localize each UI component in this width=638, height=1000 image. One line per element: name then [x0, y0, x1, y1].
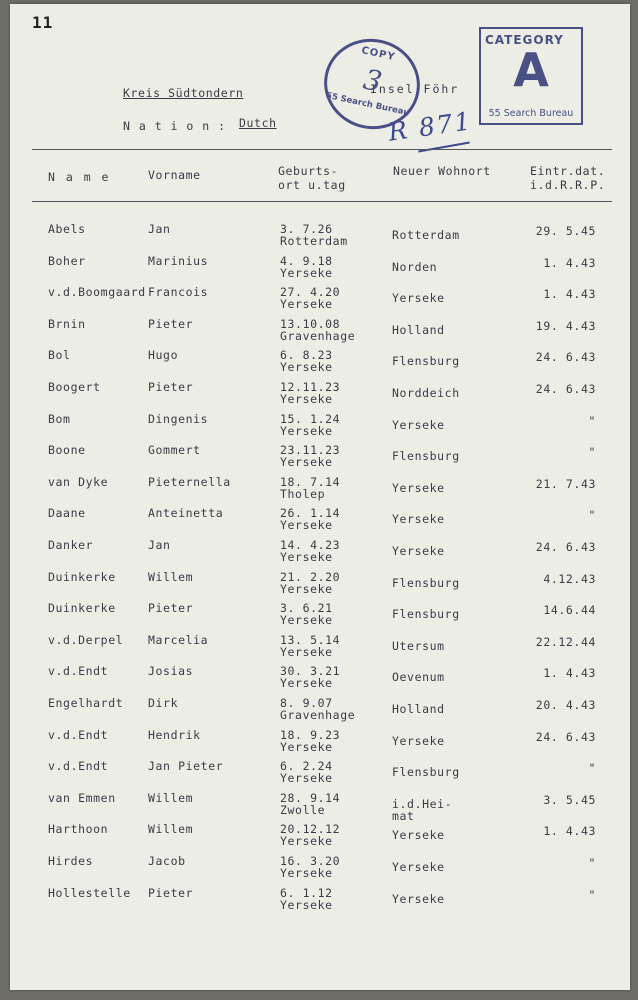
col-header-name: N a m e: [48, 170, 111, 184]
cell-vorname: Willem: [148, 822, 194, 837]
cell-birth-place: Rotterdam: [280, 234, 348, 248]
cell-vorname: Pieternella: [148, 474, 231, 489]
cell-name: v.d.Endt: [48, 664, 109, 679]
cell-new-residence: Yerseke: [392, 480, 445, 495]
cell-vorname: Jan: [148, 222, 171, 236]
cell-vorname: Marcelia: [148, 632, 209, 647]
table-row: [10, 506, 630, 538]
cell-name: Boone: [48, 443, 86, 458]
cell-new-residence: Flensburg: [392, 607, 460, 622]
table-row: [10, 791, 630, 823]
cell-new-residence: Flensburg: [392, 765, 460, 780]
cell-birth-date: 27. 4.20: [280, 285, 341, 300]
cell-vorname: Hugo: [148, 348, 179, 363]
cell-birth-date: 20.12.12: [280, 822, 341, 837]
cell-vorname: Jacob: [148, 854, 186, 868]
cell-vorname: Josias: [148, 664, 194, 679]
cell-birth-date: 30. 3.21: [280, 664, 341, 679]
cell-name: van Dyke: [48, 474, 109, 489]
cell-name: v.d.Endt: [48, 727, 109, 742]
cell-name: van Emmen: [48, 790, 116, 805]
cell-entry-date: 14.6.44: [543, 603, 596, 618]
cell-birth-place: Yerseke: [280, 423, 333, 438]
table-row: [10, 822, 630, 854]
cell-vorname: Pieter: [148, 316, 194, 331]
cell-birth-place: Yerseke: [280, 644, 333, 659]
cell-name: Brnin: [48, 316, 86, 331]
col-header-vorname: Vorname: [148, 168, 201, 182]
cell-entry-date: 24. 6.43: [535, 540, 596, 554]
table-row: [10, 854, 630, 886]
cell-birth-place: Yerseke: [280, 581, 333, 596]
cell-new-residence: Yerseke: [392, 417, 445, 432]
cell-entry-date: 24. 6.43: [535, 729, 596, 744]
cell-birth-date: 8. 9.07: [280, 696, 333, 710]
cell-new-residence: Yerseke: [392, 733, 445, 748]
cell-entry-date: 1. 4.43: [543, 666, 596, 681]
nation-value: Dutch: [239, 116, 277, 130]
cell-entry-date: ": [588, 856, 596, 870]
cell-entry-date: 20. 4.43: [535, 698, 596, 712]
cell-vorname: Anteinetta: [148, 506, 224, 521]
table-row: [10, 759, 630, 791]
cell-birth-date: 6. 2.24: [280, 759, 333, 774]
category-letter: A: [513, 43, 549, 97]
cell-vorname: Dingenis: [148, 411, 209, 426]
cell-entry-date: ": [588, 445, 596, 460]
cell-new-residence: Flensburg: [392, 449, 460, 464]
cell-new-residence: Flensburg: [392, 354, 460, 369]
cell-birth-place: Yerseke: [280, 613, 333, 628]
cell-entry-date: 29. 5.45: [535, 224, 596, 238]
cell-entry-date: 24. 6.43: [535, 382, 596, 396]
cell-entry-date: 3. 5.45: [543, 792, 596, 807]
table-row: [10, 886, 630, 918]
cell-birth-place: Yerseke: [280, 771, 333, 786]
table-row: [10, 443, 630, 475]
cell-vorname: Jan Pieter: [148, 759, 224, 774]
cell-new-residence: Yerseke: [392, 891, 445, 906]
cell-birth-date: 12.11.23: [280, 380, 341, 394]
table-row: [10, 696, 630, 728]
cell-new-residence: Yerseke: [392, 291, 445, 306]
cell-vorname: Pieter: [148, 380, 194, 394]
cell-birth-place: Yerseke: [280, 360, 333, 375]
handwritten-underline: [418, 142, 470, 153]
cell-birth-place: Gravenhage: [280, 328, 356, 343]
cell-new-residence: Norddeich: [392, 386, 460, 400]
table-row: [10, 633, 630, 665]
cell-birth-date: 6. 1.12: [280, 885, 333, 900]
cell-entry-date: ": [588, 887, 596, 902]
copy-stamp-number: 3: [360, 62, 385, 99]
cell-entry-date: 22.12.44: [535, 634, 596, 649]
corner-mark: 11: [32, 13, 54, 32]
cell-birth-place: Yerseke: [280, 550, 333, 564]
cell-birth-date: 14. 4.23: [280, 538, 341, 552]
cell-entry-date: 1. 4.43: [543, 287, 596, 302]
cell-birth-place: Tholep: [280, 486, 326, 501]
table-row: [10, 254, 630, 286]
table-row: [10, 538, 630, 570]
cell-name: Duinkerke: [48, 569, 116, 584]
cell-new-residence: Rotterdam: [392, 228, 460, 242]
cell-birth-place: Yerseke: [280, 455, 333, 470]
cell-name: v.d.Endt: [48, 759, 109, 774]
handwritten-reference: R 871: [386, 106, 475, 147]
cell-new-residence: Yerseke: [392, 860, 445, 874]
category-stamp-bureau: 55 Search Bureau: [488, 108, 574, 119]
cell-vorname: Willem: [148, 569, 194, 584]
cell-new-residence: Yerseke: [392, 512, 445, 527]
cell-vorname: Pieter: [148, 601, 194, 616]
cell-birth-date: 3. 7.26: [280, 222, 333, 236]
table-row: [10, 570, 630, 602]
cell-birth-place: Yerseke: [280, 866, 333, 880]
cell-new-residence: Oevenum: [392, 670, 445, 685]
cell-birth-place: Yerseke: [280, 676, 333, 691]
cell-name: Bol: [48, 348, 71, 363]
cell-entry-date: 21. 7.43: [535, 476, 596, 491]
cell-birth-date: 26. 1.14: [280, 506, 341, 521]
cell-new-residence: i.d.Hei-: [392, 796, 453, 811]
cell-entry-date: ": [588, 413, 596, 428]
cell-new-residence: Yerseke: [392, 828, 445, 843]
cell-entry-date: 24. 6.43: [535, 350, 596, 365]
cell-birth-date: 16. 3.20: [280, 854, 341, 868]
cell-name: Abels: [48, 222, 86, 236]
cell-vorname: Gommert: [148, 443, 201, 458]
cell-name: Daane: [48, 506, 86, 521]
cell-new-residence-cont: mat: [392, 808, 415, 823]
cell-vorname: Francois: [148, 285, 209, 300]
nation-label: N a t i o n :: [123, 119, 227, 133]
cell-birth-date: 28. 9.14: [280, 790, 341, 805]
table-row: [10, 380, 630, 412]
document-page: [10, 4, 630, 990]
cell-birth-date: 13.10.08: [280, 316, 341, 331]
cell-name: v.d.Derpel: [48, 632, 124, 647]
col-header-eintritt-1: Eintr.dat.: [530, 164, 606, 178]
cell-birth-place: Yerseke: [280, 739, 333, 754]
cell-new-residence: Yerseke: [392, 544, 445, 558]
table-row: [10, 317, 630, 349]
col-header-geburt-2: ort u.tag: [278, 178, 346, 192]
cell-birth-date: 18. 9.23: [280, 727, 341, 742]
table-row: [10, 285, 630, 317]
cell-entry-date: 4.12.43: [543, 571, 596, 586]
cell-birth-place: Gravenhage: [280, 708, 356, 722]
category-stamp: [479, 27, 583, 125]
cell-vorname: Dirk: [148, 696, 179, 710]
cell-name: Hirdes: [48, 854, 94, 868]
cell-birth-place: Yerseke: [280, 392, 333, 406]
cell-entry-date: ": [588, 508, 596, 523]
cell-birth-date: 6. 8.23: [280, 348, 333, 363]
cell-name: Bom: [48, 411, 71, 426]
table-row: [10, 475, 630, 507]
table-row: [10, 728, 630, 760]
cell-name: Harthoon: [48, 822, 109, 837]
table-row: [10, 412, 630, 444]
cell-new-residence: Holland: [392, 322, 445, 337]
cell-entry-date: 1. 4.43: [543, 255, 596, 270]
table-row: [10, 664, 630, 696]
col-header-wohnort: Neuer Wohnort: [393, 164, 491, 178]
cell-birth-place: Yerseke: [280, 297, 333, 312]
cell-birth-date: 4. 9.18: [280, 253, 333, 268]
cell-birth-place: Yerseke: [280, 518, 333, 533]
header-top-rule: [32, 149, 612, 150]
cell-birth-date: 3. 6.21: [280, 601, 333, 616]
cell-birth-date: 18. 7.14: [280, 474, 341, 489]
cell-name: v.d.Boomgaard: [48, 285, 146, 300]
cell-vorname: Willem: [148, 790, 194, 805]
cell-new-residence: Holland: [392, 702, 445, 716]
cell-name: Hollestelle: [48, 885, 131, 900]
copy-stamp-bureau: 55 Search Bureau: [325, 90, 411, 119]
cell-new-residence: Norden: [392, 259, 438, 274]
table-row: [10, 222, 630, 254]
cell-new-residence: Flensburg: [392, 575, 460, 590]
cell-birth-date: 21. 2.20: [280, 569, 341, 584]
cell-birth-place: Yerseke: [280, 265, 333, 280]
cell-birth-place: Yerseke: [280, 897, 333, 912]
copy-stamp-title: COPY: [360, 45, 397, 64]
cell-name: Duinkerke: [48, 601, 116, 616]
cell-entry-date: ": [588, 761, 596, 776]
cell-new-residence: Utersum: [392, 638, 445, 653]
cell-birth-date: 15. 1.24: [280, 411, 341, 426]
kreis-heading: Kreis Südtondern: [123, 86, 244, 100]
cell-vorname: Jan: [148, 538, 171, 552]
col-header-eintritt-2: i.d.R.R.P.: [530, 178, 606, 192]
cell-name: Boher: [48, 253, 86, 268]
category-stamp-title: CATEGORY: [485, 33, 564, 47]
header-bottom-rule: [32, 201, 612, 202]
cell-entry-date: 1. 4.43: [543, 824, 596, 839]
cell-vorname: Marinius: [148, 253, 209, 268]
cell-entry-date: 19. 4.43: [535, 318, 596, 333]
cell-birth-date: 23.11.23: [280, 443, 341, 458]
table-row: [10, 601, 630, 633]
cell-name: Boogert: [48, 380, 101, 394]
insel-heading: Insel Föhr: [370, 82, 460, 96]
cell-birth-place: Yerseke: [280, 834, 333, 849]
cell-vorname: Hendrik: [148, 727, 201, 742]
cell-name: Danker: [48, 538, 94, 552]
cell-vorname: Pieter: [148, 885, 194, 900]
cell-birth-place: Zwolle: [280, 802, 326, 817]
col-header-geburt-1: Geburts-: [278, 164, 339, 178]
table-row: [10, 348, 630, 380]
cell-name: Engelhardt: [48, 696, 124, 710]
cell-birth-date: 13. 5.14: [280, 632, 341, 647]
